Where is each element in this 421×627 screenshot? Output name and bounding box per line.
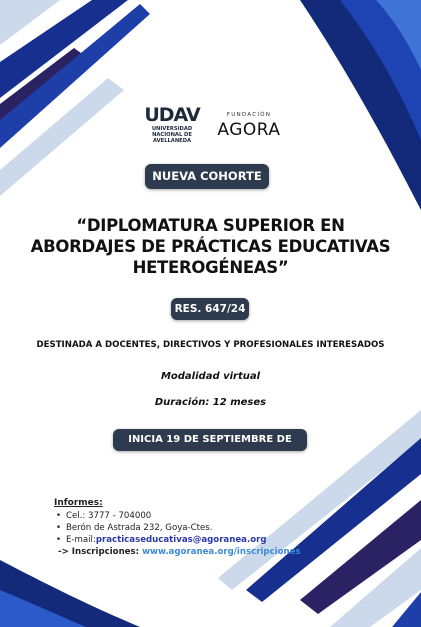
logos-row (0, 104, 421, 148)
registration-link[interactable]: www.agoranea.org/inscripciones (142, 547, 301, 557)
udav-mark: UDAV (144, 104, 200, 126)
agora-logo (217, 111, 280, 140)
info-registration (58, 546, 354, 559)
registration-label: -> Inscripciones: (58, 547, 143, 557)
udav-logo (144, 104, 201, 144)
start-date-badge: INICIA 19 DE SEPTIEMBRE DE 2026 (113, 429, 307, 451)
title-line-2: ABORDAJES DE PRÁCTICAS EDUCATIVAS (30, 237, 391, 256)
info-email-label: E-mail: (66, 535, 96, 545)
duration-label: Duración (154, 397, 206, 408)
resolution-badge: RES. 647/24 (171, 298, 249, 320)
info-email-link[interactable]: practicaseducativas@agoranea.org (95, 535, 267, 545)
info-email (66, 534, 354, 546)
udav-line-2: NACIONAL DE (152, 132, 192, 138)
agora-top: FUNDACIÓN (226, 112, 272, 118)
program-title (20, 215, 401, 278)
udav-line-1: UNIVERSIDAD (151, 126, 193, 132)
title-line-1: “DIPLOMATURA SUPERIOR EN (76, 216, 345, 235)
agora-name: AGORA (217, 120, 281, 140)
info-list (54, 510, 354, 546)
logos-graphic (0, 104, 421, 148)
udav-line-3: AVELLANEDA (152, 138, 192, 144)
info-phone: • Cel.: 3777 - 704000 (66, 510, 354, 522)
info-address: • Berón de Astrada 232, Goya-Ctes. (66, 522, 354, 534)
info-block (54, 498, 354, 559)
info-heading: Informes: (54, 498, 103, 508)
target-audience: DESTINADA A DOCENTES, DIRECTIVOS Y PROFESIONALES INTERESADOS (36, 340, 385, 350)
duration-text (0, 397, 421, 408)
title-line-3: HETEROGÉNEAS” (132, 258, 289, 277)
duration-value: : 12 meses (205, 397, 267, 408)
cohort-badge: NUEVA COHORTE (145, 164, 269, 189)
modality-text: Modalidad virtual (160, 371, 261, 382)
